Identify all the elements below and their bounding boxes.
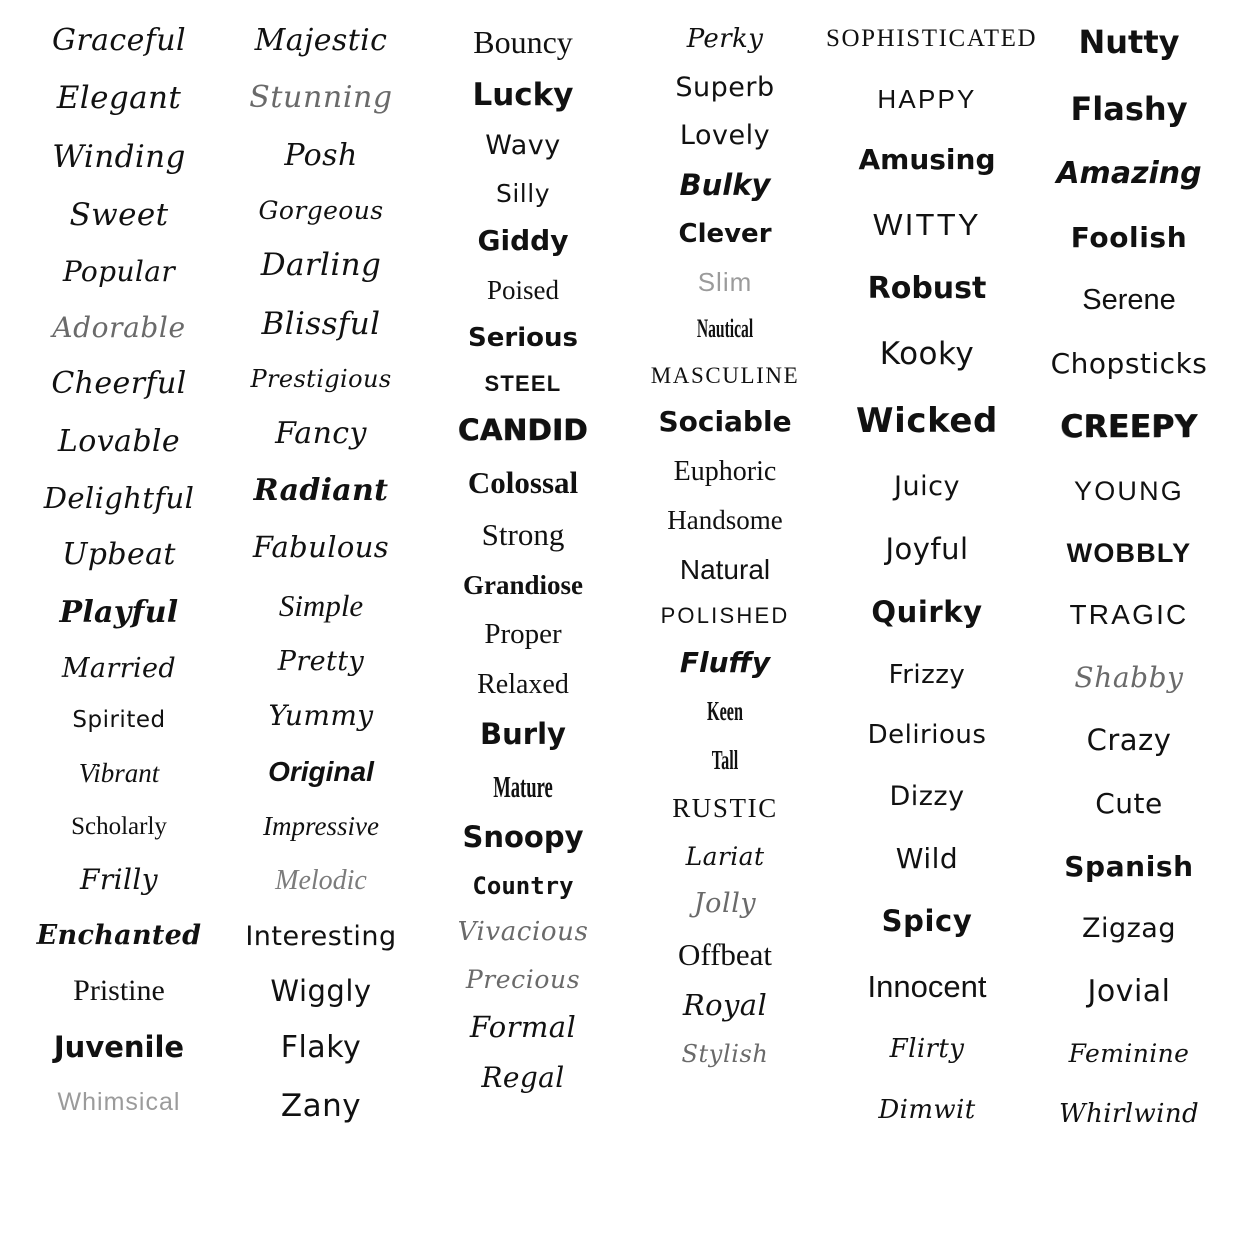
specimen-word: Proper [484, 618, 562, 651]
specimen-word: Gorgeous [258, 196, 384, 226]
specimen-word: Lucky [472, 76, 574, 113]
specimen-word: Winding [52, 138, 186, 175]
specimen-word: Juicy [894, 471, 960, 503]
specimen-word: WOBBLY [1066, 537, 1192, 568]
specimen-word: Innocent [867, 968, 987, 1004]
specimen-word: Majestic [254, 23, 388, 58]
specimen-word: Euphoric [673, 455, 777, 487]
specimen-word: Grandiose [462, 569, 583, 600]
specimen-word: Cheerful [51, 366, 187, 402]
column-2 [220, 23, 422, 1124]
specimen-word: Blissful [261, 305, 381, 342]
specimen-word: Interesting [245, 920, 397, 952]
column-4 [624, 26, 826, 1066]
specimen-word: Bouncy [473, 24, 573, 60]
specimen-word: Pristine [73, 974, 165, 1008]
specimen-word: Sweet [69, 197, 169, 234]
specimen-word: TRAGIC [1069, 599, 1189, 631]
column-5 [826, 25, 1038, 1125]
specimen-word: Burly [480, 717, 566, 752]
specimen-word: Handsome [667, 505, 783, 536]
specimen-word: Impressive [263, 811, 379, 842]
specimen-word: Relaxed [477, 668, 569, 700]
specimen-word: Perky [686, 24, 764, 54]
specimen-word: Regal [481, 1060, 565, 1094]
specimen-word: Spanish [1064, 849, 1194, 883]
specimen-word: Joyful [885, 531, 969, 566]
specimen-word: Lovely [679, 120, 771, 152]
specimen-word: Darling [260, 247, 382, 284]
specimen-word: Prestigious [250, 365, 392, 394]
specimen-word: Elegant [56, 80, 182, 117]
specimen-word: Delightful [43, 480, 195, 515]
specimen-word: Wicked [855, 401, 998, 442]
specimen-word: Amazing [1056, 156, 1202, 192]
specimen-word: HAPPY [877, 83, 977, 114]
specimen-word: Shabby [1074, 660, 1184, 694]
specimen-word: Country [472, 871, 574, 900]
specimen-word: SOPHISTICATED [826, 25, 1038, 52]
specimen-word: Vibrant [78, 757, 160, 788]
specimen-word: Upbeat [62, 537, 176, 573]
specimen-word: Chopsticks [1050, 346, 1208, 380]
specimen-word: Simple [278, 587, 364, 623]
column-1 [18, 23, 220, 1116]
specimen-word: Married [61, 652, 177, 684]
specimen-word: Juvenile [53, 1030, 185, 1065]
specimen-word: Vivacious [457, 917, 589, 948]
specimen-word: Lariat [685, 841, 765, 871]
specimen-word: Giddy [477, 224, 569, 258]
specimen-word: Wiggly [270, 974, 372, 1009]
specimen-word: Serious [468, 323, 578, 354]
specimen-word: Posh [284, 137, 358, 173]
specimen-word: POLISHED [660, 603, 790, 629]
specimen-word: Precious [465, 964, 581, 994]
specimen-word: Foolish [1070, 220, 1188, 254]
specimen-word: Superb [675, 71, 775, 103]
specimen-word: Kooky [879, 335, 975, 372]
specimen-word: Bulky [679, 167, 771, 202]
specimen-word: Stunning [249, 80, 393, 116]
specimen-word: YOUNG [1073, 476, 1184, 507]
specimen-word: Amusing [858, 143, 996, 177]
specimen-word: Original [268, 755, 374, 787]
specimen-word: Whirlwind [1058, 1098, 1200, 1129]
specimen-word: Flaky [280, 1030, 362, 1066]
specimen-word: Jovial [1087, 973, 1171, 1009]
specimen-word: STEEL [484, 370, 562, 396]
specimen-word: Serene [1082, 284, 1176, 317]
specimen-word: Quirky [871, 595, 983, 630]
specimen-word: Spicy [881, 904, 973, 939]
specimen-word: Slim [697, 266, 753, 297]
specimen-word: Scholarly [71, 813, 167, 841]
specimen-word: Fancy [275, 415, 367, 451]
column-3 [422, 26, 624, 1092]
specimen-word: Robust [867, 271, 987, 307]
specimen-word: Enchanted [36, 919, 202, 951]
specimen-word: Yummy [268, 699, 374, 733]
specimen-word: Strong [481, 517, 565, 553]
specimen-word: Sociable [658, 405, 792, 439]
specimen-word: Whimsical [57, 1087, 181, 1116]
specimen-word: CREEPY [1060, 409, 1198, 446]
specimen-word: Crazy [1086, 723, 1172, 758]
specimen-word: Fabulous [252, 530, 390, 565]
specimen-word: Pretty [277, 645, 365, 677]
specimen-word: Flirty [889, 1034, 965, 1065]
specimen-word: Lovable [57, 423, 181, 459]
specimen-word: RUSTIC [672, 793, 778, 824]
specimen-word: Radiant [253, 472, 389, 508]
specimen-word: Feminine [1068, 1039, 1190, 1069]
specimen-word: Cute [1095, 786, 1163, 820]
specimen-word: Frizzy [888, 659, 966, 690]
specimen-word: CANDID [458, 413, 588, 448]
specimen-word: Fluffy [679, 645, 771, 679]
specimen-word: Spirited [72, 707, 166, 734]
specimen-word: Tall [711, 744, 739, 775]
specimen-word: Silly [495, 178, 550, 208]
specimen-word: Wavy [485, 130, 561, 162]
specimen-word: Formal [469, 1010, 577, 1045]
specimen-word: Graceful [52, 23, 186, 58]
specimen-word: Poised [486, 274, 559, 305]
specimen-word: Keen [707, 696, 743, 727]
specimen-word: Jolly [693, 888, 757, 920]
specimen-word: Stylish [681, 1039, 769, 1068]
specimen-word: Delirious [867, 720, 987, 751]
specimen-word: MASCULINE [650, 362, 800, 388]
specimen-word: Natural [679, 553, 771, 585]
specimen-word: Adorable [52, 310, 186, 344]
specimen-word: Royal [682, 988, 768, 1023]
specimen-word: Popular [62, 255, 176, 289]
specimen-word: Melodic [275, 865, 367, 897]
specimen-word: Dizzy [889, 780, 965, 812]
specimen-word: Nautical [696, 314, 754, 344]
column-6 [1028, 23, 1230, 1129]
specimen-word: Clever [678, 219, 772, 250]
specimen-word: Wild [895, 841, 959, 875]
specimen-word: Dimwit [878, 1094, 976, 1125]
specimen-word: WITTY [873, 206, 981, 242]
specimen-word: Zigzag [1082, 913, 1176, 945]
specimen-word: Offbeat [677, 936, 773, 972]
specimen-word: Playful [59, 594, 179, 630]
specimen-word: Zany [280, 1087, 362, 1124]
specimen-word: Frilly [80, 863, 158, 897]
specimen-word: Mature [493, 768, 553, 804]
specimen-word: Flashy [1070, 89, 1188, 128]
specimen-word: Colossal [467, 464, 579, 500]
specimen-word: Nutty [1078, 23, 1180, 61]
specimen-word: Snoopy [462, 820, 584, 855]
